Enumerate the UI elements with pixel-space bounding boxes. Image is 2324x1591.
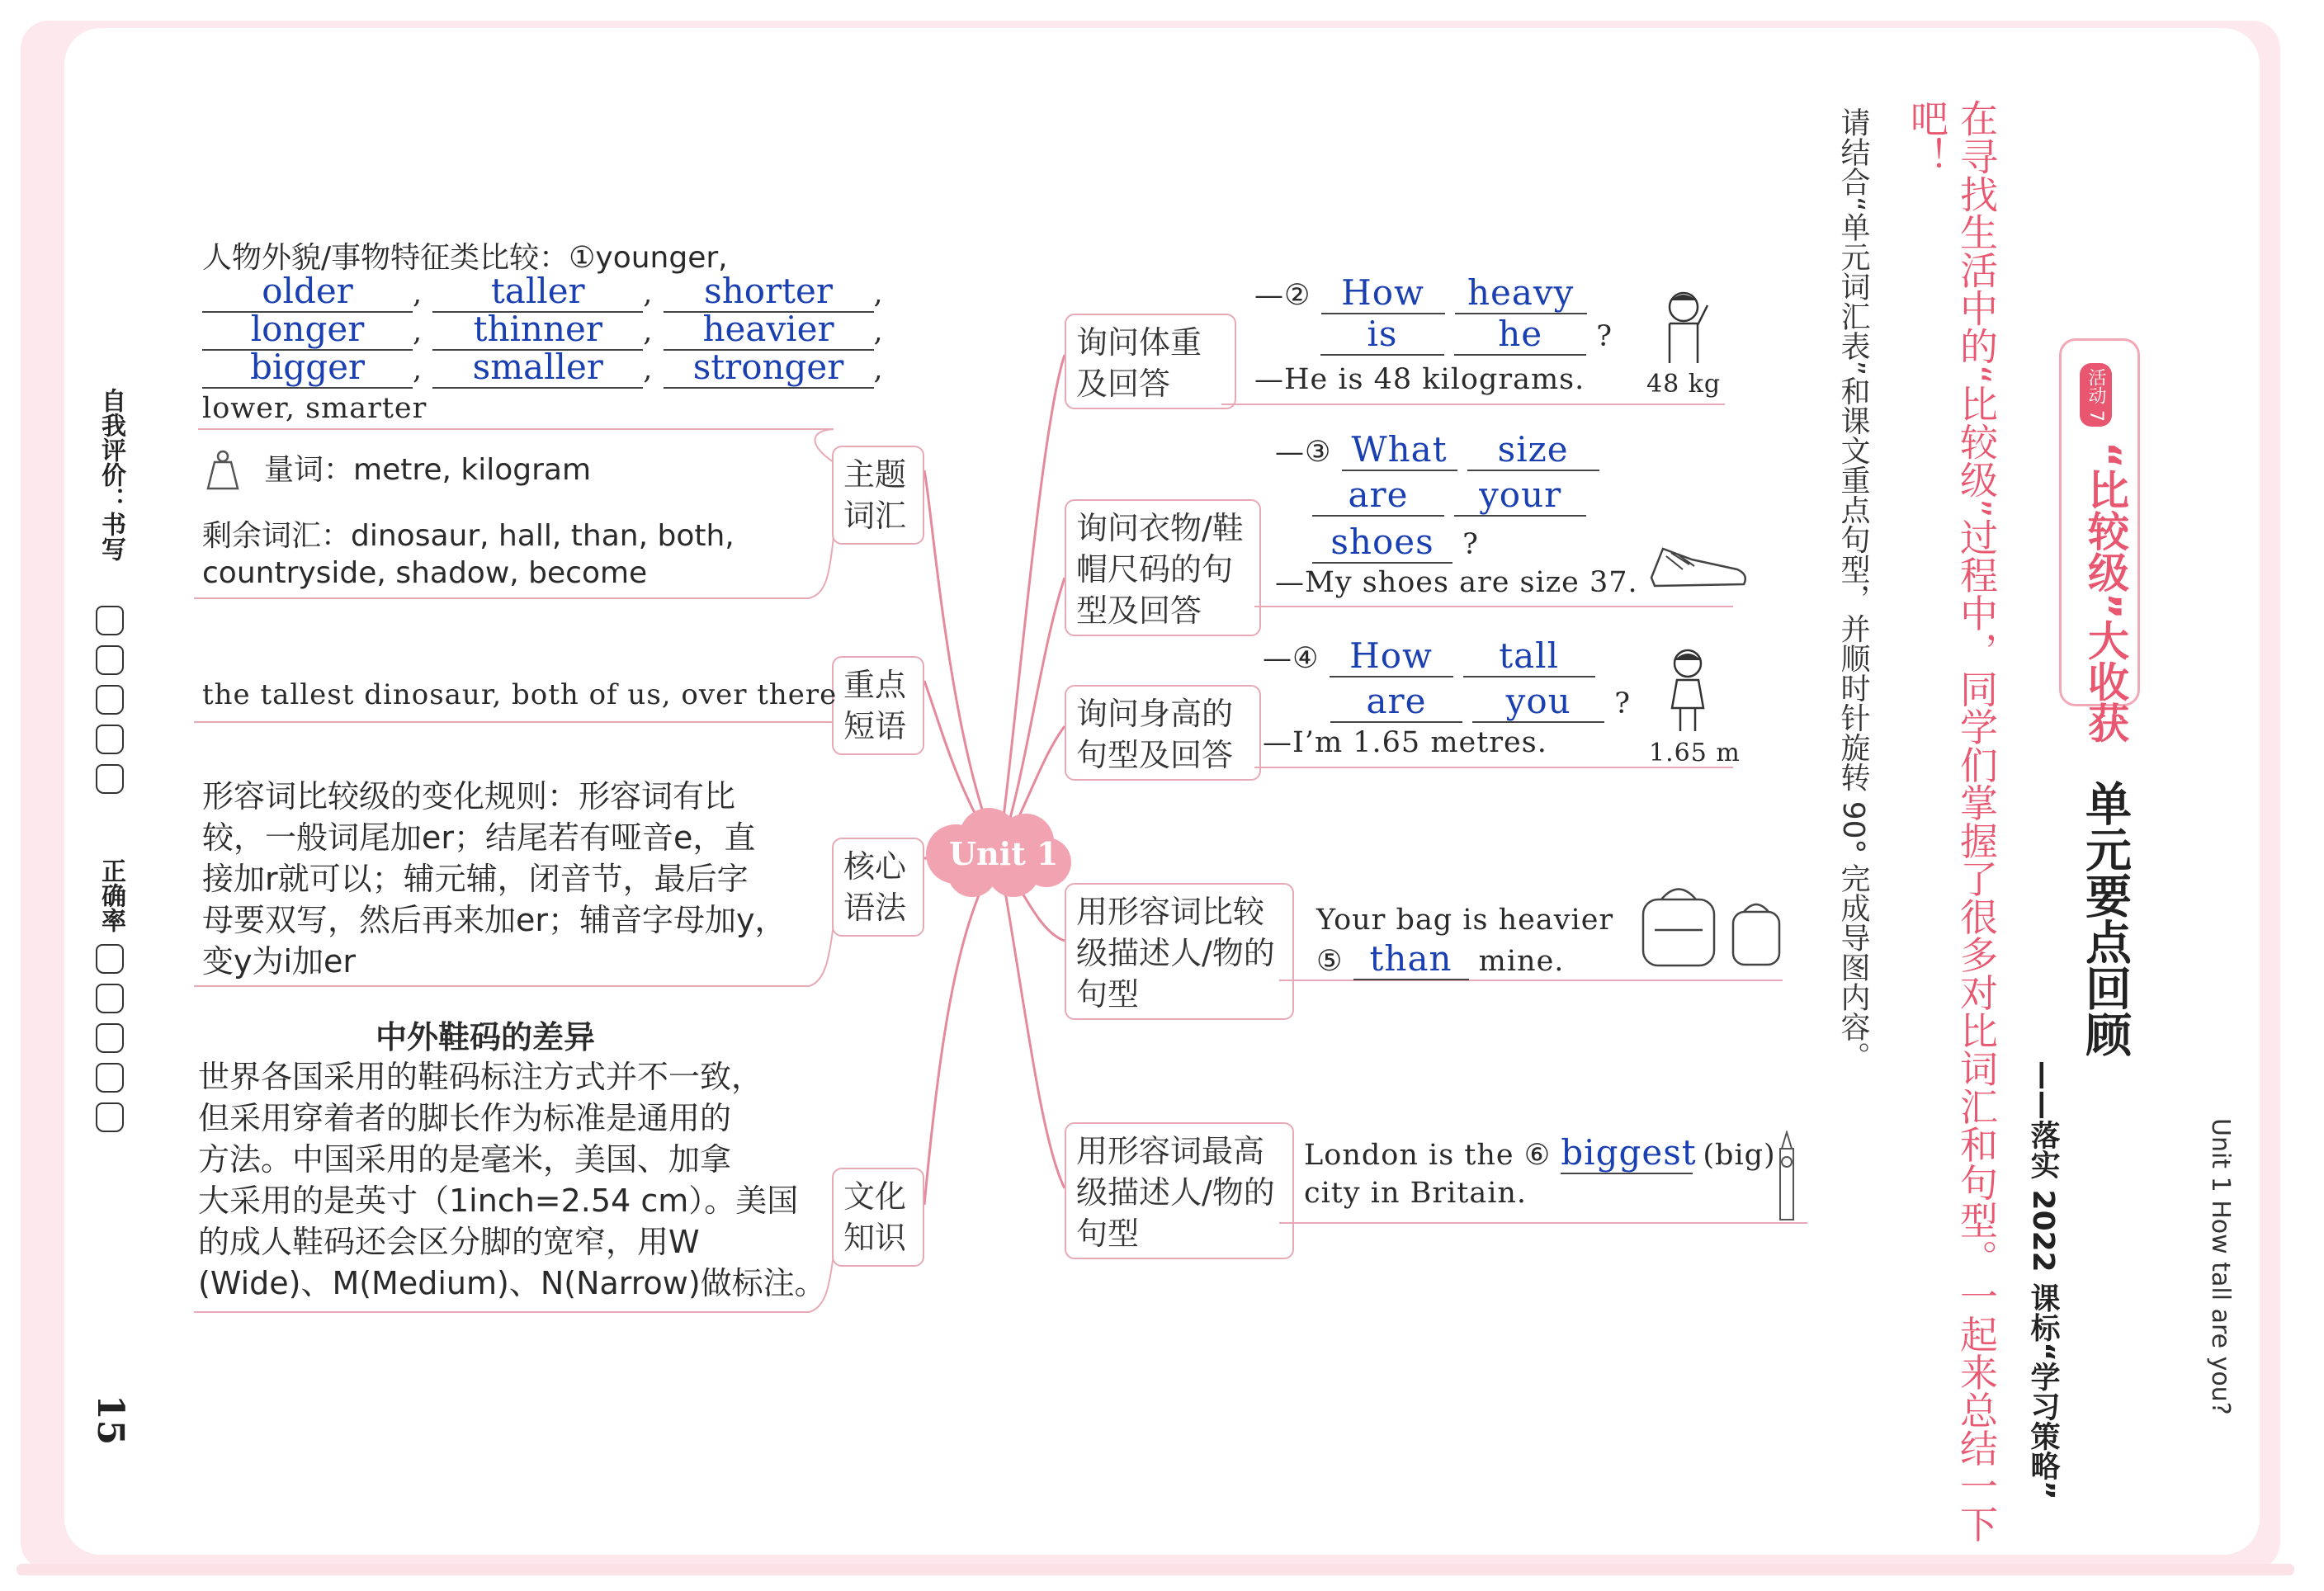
instruction-content: 请结合“单元词汇表”和课文重点句型，并顺时针旋转 90° 完成导图内容。 <box>1836 107 1870 1071</box>
topic-comp-line: 句型 <box>1076 976 1140 1013</box>
topic-phrases: 重点短语 <box>832 656 924 755</box>
culture-line: 世界各国采用的鞋码标注方式并不一致， <box>198 1059 763 1095</box>
height-label: 1.65 m <box>1649 739 1741 767</box>
topic-comp-line: 级描述人/物的 <box>1076 935 1275 971</box>
comparatives-grid: older , taller , shorter , longer , thinner , heavier , bigger , smaller , stronger , <box>202 271 895 385</box>
intro-content: 在寻找生活中的“比较级”过程中，同学们掌握了很多对比词汇和句型。一起来总结一下吧！ <box>1905 99 1999 1543</box>
topic-size-line: 型及回答 <box>1076 592 1202 629</box>
answer-he[interactable]: he <box>1454 314 1586 356</box>
question-number: —④ <box>1263 642 1320 675</box>
size-question-2 <box>1312 474 1586 517</box>
answer-are-2[interactable]: are <box>1330 681 1462 723</box>
thumb-icon[interactable] <box>96 1023 124 1053</box>
page-number: 15 <box>89 1395 131 1446</box>
superlative-start: London is the ⑥ <box>1304 1139 1552 1172</box>
topic-height <box>1065 685 1261 781</box>
instruction-text <box>1832 107 1874 1395</box>
answer-longer[interactable]: longer <box>202 309 413 351</box>
culture-line: 方法。中国采用的是毫米，美国、加拿 <box>198 1141 732 1178</box>
thumb-icon[interactable] <box>96 984 124 1013</box>
superlative-hint: (big) <box>1703 1139 1776 1172</box>
accuracy-thumbs <box>96 941 129 1139</box>
boy-icon <box>1655 289 1712 367</box>
topic-superlative <box>1065 1122 1294 1259</box>
answer-are[interactable]: are <box>1312 474 1444 517</box>
culture-line: 大采用的是英寸（1inch=2.54 cm）。美国 <box>198 1183 799 1219</box>
culture-line: (Wide)、M(Medium)、N(Narrow)做标注。 <box>198 1265 826 1301</box>
topic-weight <box>1065 314 1236 409</box>
accuracy-label: 正确率 <box>97 858 125 932</box>
thumb-icon[interactable] <box>96 944 124 974</box>
center-label: Unit 1 <box>949 835 1059 872</box>
answer-your[interactable]: your <box>1454 474 1586 517</box>
big-ben-icon <box>1770 1131 1803 1221</box>
topic-weight-line: 及回答 <box>1076 366 1171 402</box>
answer-bigger[interactable]: bigger <box>202 347 413 389</box>
comparative-sentence-2 <box>1316 938 1564 980</box>
comparative-end: mine. <box>1478 945 1565 978</box>
measure-words: 量词：metre, kilogram <box>264 453 592 487</box>
girl-icon <box>1659 645 1717 736</box>
grammar-line: 接加r就可以；辅元辅，闭音节，最后字 <box>202 861 749 897</box>
vocab-tail: lower, smarter <box>202 392 427 425</box>
question-mark: ? <box>1596 320 1613 353</box>
self-eval-thumbs <box>96 602 129 800</box>
thumb-icon[interactable] <box>96 764 124 794</box>
comparative-sentence-1: Your bag is heavier <box>1316 904 1614 937</box>
topic-height-line: 句型及回答 <box>1076 737 1234 773</box>
topic-size <box>1065 499 1261 636</box>
topic-size-line: 询问衣物/鞋 <box>1076 510 1244 546</box>
other-words-1: 剩余词汇：dinosaur, hall, than, both, <box>202 519 735 553</box>
answer-older[interactable]: older <box>202 271 413 313</box>
weight-question-2 <box>1320 314 1613 356</box>
subtitle: ——落实 2022 课标“学习策略” <box>2026 1060 2060 1500</box>
topic-comparative <box>1065 883 1294 1020</box>
thumb-icon[interactable] <box>96 1102 124 1132</box>
self-eval-label: 自我评价：书写 <box>97 388 125 561</box>
size-question-3 <box>1312 522 1479 564</box>
grammar-line: 母要双写，然后再来加er；辅音字母加y， <box>202 902 786 938</box>
answer-heavier[interactable]: heavier <box>664 309 874 351</box>
topic-comp-line: 用形容词比较 <box>1076 894 1265 930</box>
topic-sup-line: 句型 <box>1076 1216 1140 1252</box>
question-number: —② <box>1254 279 1311 312</box>
culture-line: 的成人鞋码还会区分脚的宽窄，用W <box>198 1224 700 1260</box>
answer-is[interactable]: is <box>1320 314 1444 356</box>
grammar-line: 变y为i加er <box>202 943 357 980</box>
question-mark: ? <box>1614 687 1632 720</box>
thumb-icon[interactable] <box>96 685 124 715</box>
thumb-icon[interactable] <box>96 725 124 754</box>
weight-label: 48 kg <box>1646 370 1722 399</box>
answer-you[interactable]: you <box>1472 681 1604 723</box>
grammar-block <box>202 776 786 982</box>
answer-stronger[interactable]: stronger <box>664 347 874 389</box>
activity-badge: 活动 7 <box>2080 363 2112 427</box>
answer-shorter[interactable]: shorter <box>664 271 874 313</box>
answer-tall[interactable]: tall <box>1463 635 1595 677</box>
main-title: 单元要点回顾 <box>2078 780 2132 1057</box>
topic-weight-line: 询问体重 <box>1076 324 1202 361</box>
answer-how-2[interactable]: How <box>1330 635 1453 677</box>
culture-title: 中外鞋码的差异 <box>376 1019 596 1055</box>
answer-what[interactable]: What <box>1342 429 1457 471</box>
height-question-2 <box>1330 681 1631 723</box>
answer-size[interactable]: size <box>1467 429 1599 471</box>
answer-how[interactable]: How <box>1321 272 1445 314</box>
answer-than[interactable]: than <box>1353 938 1469 980</box>
intro-text <box>1902 99 2001 1551</box>
activity-title: “比较级”大收获 <box>2081 441 2129 744</box>
topic-sup-line: 级描述人/物的 <box>1076 1174 1275 1211</box>
size-question <box>1275 429 1599 471</box>
weight-icon <box>198 446 248 495</box>
backpacks-icon <box>1638 879 1787 970</box>
thumb-icon[interactable] <box>96 1063 124 1093</box>
sneakers-icon <box>1646 528 1754 594</box>
answer-shoes[interactable]: shoes <box>1312 522 1452 564</box>
unit-header: Unit 1 How tall are you? <box>2206 1118 2235 1415</box>
key-phrases: the tallest dinosaur, both of us, over there <box>202 678 838 711</box>
topic-size-line: 帽尺码的句 <box>1076 551 1234 588</box>
answer-thinner[interactable]: thinner <box>432 309 643 351</box>
topic-grammar: 核心语法 <box>832 838 924 937</box>
culture-block <box>198 1056 826 1304</box>
thumb-icon[interactable] <box>96 645 124 675</box>
other-words-2: countryside, shadow, become <box>202 556 648 590</box>
superlative-sentence-2: city in Britain. <box>1304 1177 1528 1210</box>
size-answer: —My shoes are size 37. <box>1275 566 1638 599</box>
answer-taller[interactable]: taller <box>432 271 643 313</box>
question-mark: ? <box>1462 528 1479 561</box>
height-answer: —I’m 1.65 metres. <box>1263 726 1547 759</box>
weight-answer: —He is 48 kilograms. <box>1254 363 1585 396</box>
grammar-line: 较，一般词尾加er；结尾若有哑音e，直 <box>202 819 756 856</box>
topic-culture: 文化知识 <box>832 1168 924 1267</box>
question-number: —③ <box>1275 436 1332 469</box>
question-number: ⑤ <box>1316 945 1344 978</box>
topic-sup-line: 用形容词最高 <box>1076 1133 1265 1169</box>
superlative-sentence-1 <box>1304 1132 1776 1174</box>
answer-smaller[interactable]: smaller <box>432 347 643 389</box>
grammar-line: 形容词比较级的变化规则：形容词有比 <box>202 778 736 814</box>
weight-question <box>1254 272 1609 314</box>
answer-heavy[interactable]: heavy <box>1455 272 1587 314</box>
culture-line: 但采用穿着者的脚长作为标准是通用的 <box>198 1100 732 1136</box>
vocab-intro: 人物外貌/事物特征类比较：①younger, <box>202 241 728 275</box>
height-question <box>1263 635 1595 677</box>
topic-height-line: 询问身高的 <box>1076 696 1234 732</box>
thumb-icon[interactable] <box>96 606 124 635</box>
topic-vocab: 主题词汇 <box>832 446 924 545</box>
answer-biggest[interactable]: biggest <box>1561 1132 1697 1173</box>
